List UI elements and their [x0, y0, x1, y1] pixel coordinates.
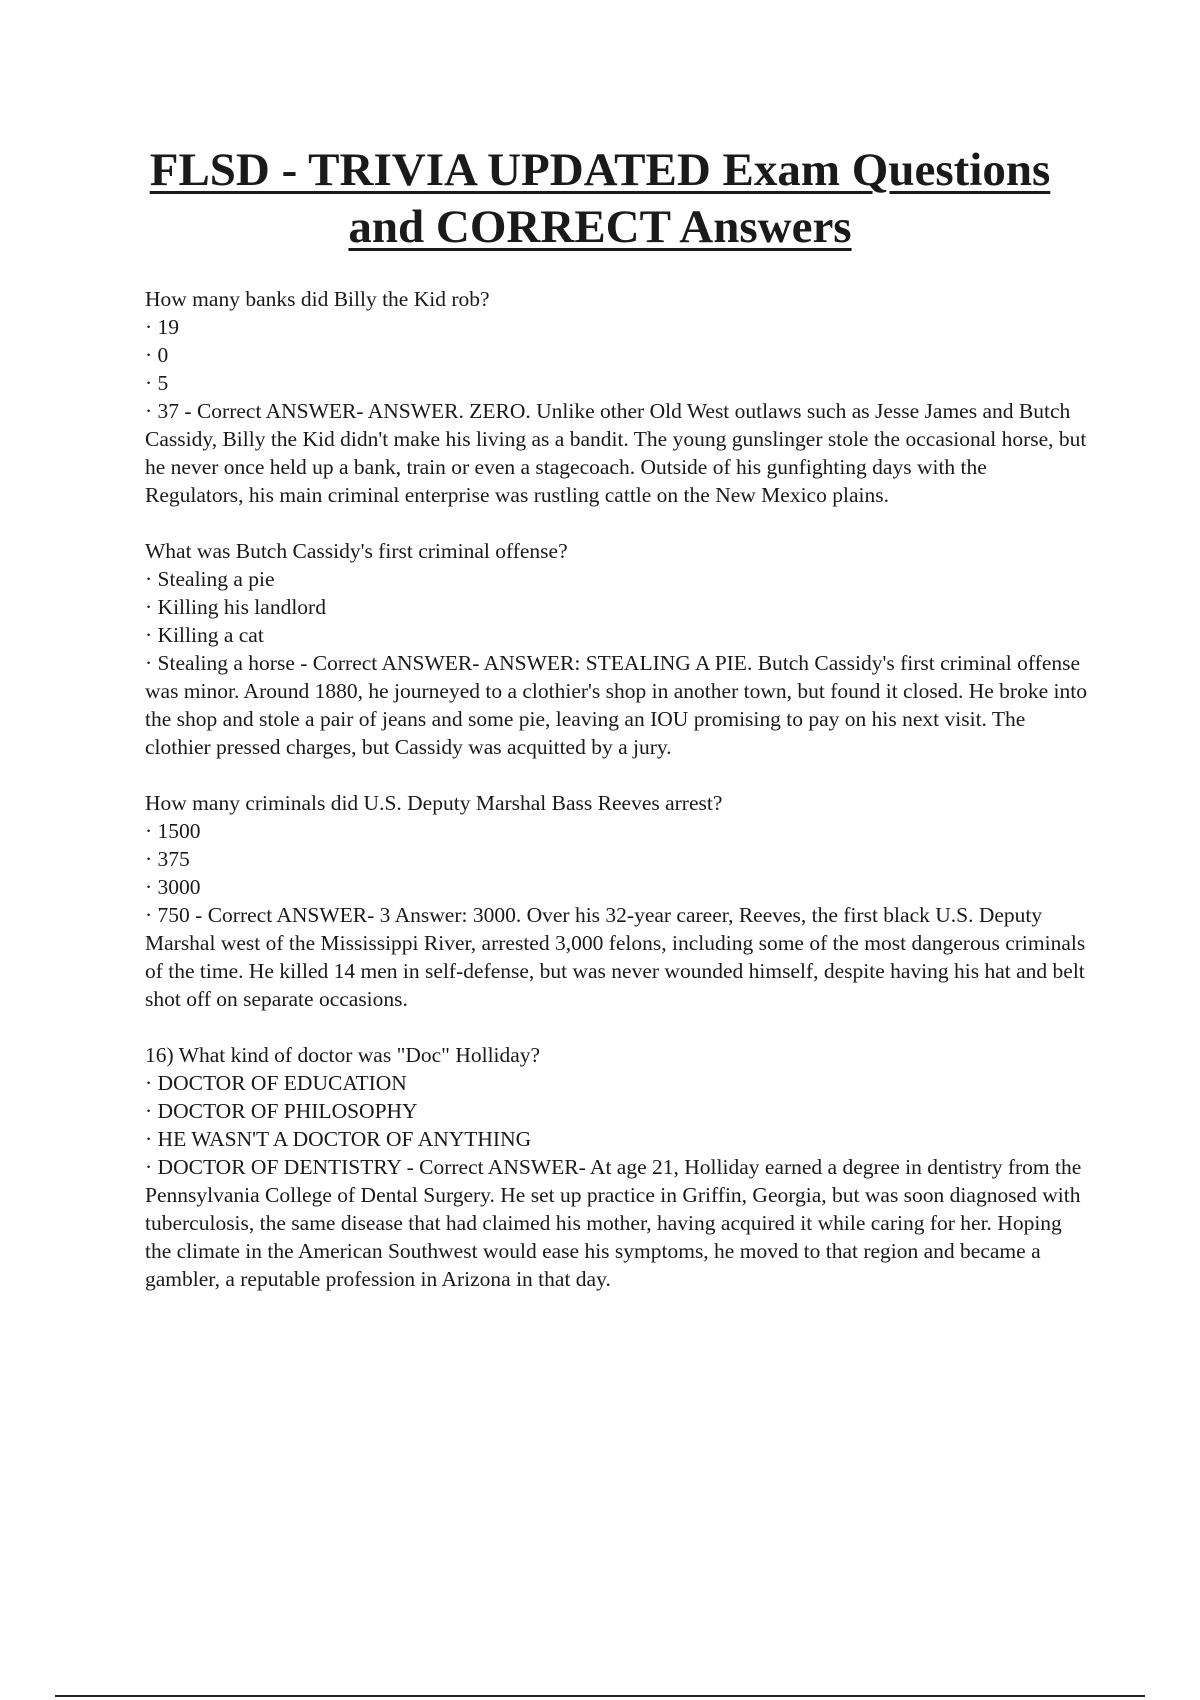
title-line-1: FLSD - TRIVIA UPDATED Exam Questions — [149, 144, 1051, 196]
question-text: 16) What kind of doctor was "Doc" Holliday? — [145, 1043, 541, 1067]
option: · 5 — [145, 369, 1090, 397]
question-block-4 — [145, 1041, 1090, 1293]
option: · DOCTOR OF EDUCATION — [145, 1069, 1090, 1097]
question-block-1 — [145, 285, 1090, 509]
question-block-2 — [145, 537, 1090, 761]
answer-explanation: · 37 - Correct ANSWER- ANSWER. ZERO. Unlike other Old West outlaws such as Jesse James and Butch Cassidy, Billy the Kid didn't make his living as a bandit. The young gunslinger stole the occasional horse, but he never once held up a bank, train or even a stagecoach. Outside of his gunfighting days with the Regulators, his main criminal enterprise was rustling cattle on the New Mexico plains. — [145, 397, 1090, 509]
option: · Killing his landlord — [145, 593, 1090, 621]
answer-explanation: · Stealing a horse - Correct ANSWER- ANSWER: STEALING A PIE. Butch Cassidy's first criminal offense was minor. Around 1880, he journeyed to a clothier's shop in another town, but found it closed. He broke into the shop and stole a pair of jeans and some pie, leaving an IOU promising to pay on his next visit. The clothier pressed charges, but Cassidy was acquitted by a jury. — [145, 649, 1090, 761]
option: · 1500 — [145, 817, 1090, 845]
question-text: How many criminals did U.S. Deputy Marshal Bass Reeves arrest? — [145, 791, 723, 815]
question-block-3 — [145, 789, 1090, 1013]
option: · DOCTOR OF PHILOSOPHY — [145, 1097, 1090, 1125]
option: · 0 — [145, 341, 1090, 369]
option: · Killing a cat — [145, 621, 1090, 649]
option: · 3000 — [145, 873, 1090, 901]
question-list — [145, 285, 1090, 1321]
option: · 19 — [145, 313, 1090, 341]
question-text: What was Butch Cassidy's first criminal offense? — [145, 539, 568, 563]
answer-explanation: · 750 - Correct ANSWER- 3 Answer: 3000. Over his 32-year career, Reeves, the first black U.S. Deputy Marshal west of the Mississippi River, arrested 3,000 felons, including some of the most dangerous criminals of the time. He killed 14 men in self-defense, but was never wounded himself, despite having his hat and belt shot off on separate occasions. — [145, 901, 1090, 1013]
option: · Stealing a pie — [145, 565, 1090, 593]
document-title — [100, 142, 1100, 256]
footer-rule — [55, 1695, 1145, 1697]
option: · 375 — [145, 845, 1090, 873]
title-line-2: and CORRECT Answers — [348, 201, 852, 253]
question-text: How many banks did Billy the Kid rob? — [145, 287, 490, 311]
option: · HE WASN'T A DOCTOR OF ANYTHING — [145, 1125, 1090, 1153]
answer-explanation: · DOCTOR OF DENTISTRY - Correct ANSWER- At age 21, Holliday earned a degree in dentistry from the Pennsylvania College of Dental Surgery. He set up practice in Griffin, Georgia, but was soon diagnosed with tuberculosis, the same disease that had claimed his mother, having acquired it while caring for her. Hoping the climate in the American Southwest would ease his symptoms, he moved to that region and became a gambler, a reputable profession in Arizona in that day. — [145, 1153, 1090, 1293]
